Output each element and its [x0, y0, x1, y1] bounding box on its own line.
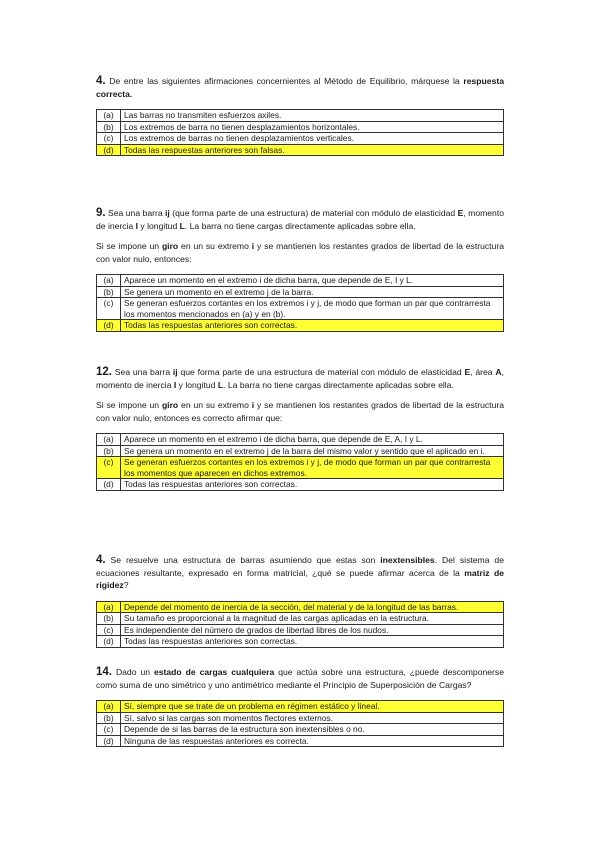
options-table: [96, 601, 504, 648]
options-table: [96, 700, 504, 747]
option-row[interactable]: (a) Aparece un momento en el extremo i de dicha barra, que depende de E, I y L.: [97, 275, 504, 287]
question-text: 4. Se resuelve una estructura de barras asumiendo que estas son inextensibles. Del sistema de ecuaciones resultante, expresado en forma matricial, ¿qué se puede afirmar acerca de la matriz de rigidez?: [96, 554, 504, 590]
option-row[interactable]: (b) Su tamaño es proporcional a la magnitud de las cargas aplicadas en la estructura.: [97, 613, 504, 625]
question-14-superposicion: [96, 666, 504, 747]
question-number: 14.: [96, 666, 112, 678]
option-row[interactable]: (d) Todas las respuestas anteriores son correctas.: [97, 636, 504, 648]
option-row-highlighted[interactable]: (d) Todas las respuestas anteriores son correctas.: [97, 320, 504, 332]
option-row[interactable]: (b) Se genera un momento en el extremo j de la barra.: [97, 286, 504, 298]
option-row[interactable]: (c) Se generan esfuerzos cortantes en los extremos i y j, de modo que forman un par que contrarresta los momentos mencionados en (a) y en (b).: [97, 298, 504, 320]
question-text: 14. Dado un estado de cargas cualquiera que actúa sobre una estructura, ¿puede descomponerse como suma de uno simétrico y uno antimétrico mediante el Principio de Superposición de Cargas?: [96, 666, 504, 690]
option-row[interactable]: (c) Es independiente del número de grados de libertad libres de los nudos.: [97, 624, 504, 636]
question-number: 4.: [96, 554, 106, 566]
question-text: 9. Sea una barra ij (que forma parte de una estructura) de material con módulo de elasticidad E, momento de inercia I y longitud L. La barra no tiene cargas directamente aplicadas sobre ella.: [96, 207, 504, 231]
question-number: 12.: [96, 366, 112, 378]
question-number: 4.: [96, 75, 106, 87]
question-text: 4. De entre las siguientes afirmaciones concernientes al Método de Equilibrio, márquese la respuesta correcta.: [96, 75, 504, 99]
option-row[interactable]: (d) Todas las respuestas anteriores son correctas.: [97, 479, 504, 491]
question-subtext: Si se impone un giro en un su extremo i y se mantienen los restantes grados de libertad de la estructura con valor nulo, entonces:: [96, 241, 504, 264]
options-table: [96, 274, 504, 332]
option-row[interactable]: (b) Sí, salvo si las cargas son momentos flectores externos.: [97, 712, 504, 724]
question-subtext: Si se impone un giro en un su extremo i y se mantienen los restantes grados de libertad de la estructura con valor nulo, entonces es correcto afirmar que:: [96, 400, 504, 423]
options-table: [96, 109, 504, 156]
question-number: 9.: [96, 207, 106, 219]
question-9-giro: [96, 207, 504, 332]
question-12-giro: [96, 366, 504, 491]
options-table: [96, 433, 504, 491]
option-row[interactable]: (a) Las barras no transmiten esfuerzos axiles.: [97, 110, 504, 122]
option-row-highlighted[interactable]: (c) Se generan esfuerzos cortantes en los extremos i y j, de modo que forman un par que contrarresta los momentos que aparecen en dichos extremos.: [97, 457, 504, 479]
option-row[interactable]: (a) Aparece un momento en el extremo i de dicha barra, que depende de E, A, I y L.: [97, 434, 504, 446]
option-row[interactable]: (c) Depende de si las barras de la estructura son inextensibles o no.: [97, 724, 504, 736]
option-row-highlighted[interactable]: (a) Depende del momento de inercia de la sección, del material y de la longitud de las barras.: [97, 601, 504, 613]
option-row[interactable]: (b) Se genera un momento en el extremo j de la barra del mismo valor y sentido que el aplicado en i.: [97, 445, 504, 457]
option-row-highlighted[interactable]: (a) Sí, siempre que se trate de un problema en régimen estático y lineal.: [97, 701, 504, 713]
question-4-rigidez: [96, 554, 504, 648]
option-row-highlighted[interactable]: (d) Todas las respuestas anteriores son falsas.: [97, 144, 504, 156]
option-row[interactable]: (b) Los extremos de barra no tienen desplazamientos horizontales.: [97, 121, 504, 133]
option-row[interactable]: (c) Los extremos de barras no tienen desplazamientos verticales.: [97, 133, 504, 145]
option-row[interactable]: (d) Ninguna de las respuestas anteriores es correcta.: [97, 735, 504, 747]
question-4-equilibrio: [96, 75, 504, 156]
question-text: 12. Sea una barra ij que forma parte de una estructura de material con módulo de elasticidad E, área A, momento de inercia I y longitud L. La barra no tiene cargas directamente aplicadas sobre ella.: [96, 366, 504, 390]
